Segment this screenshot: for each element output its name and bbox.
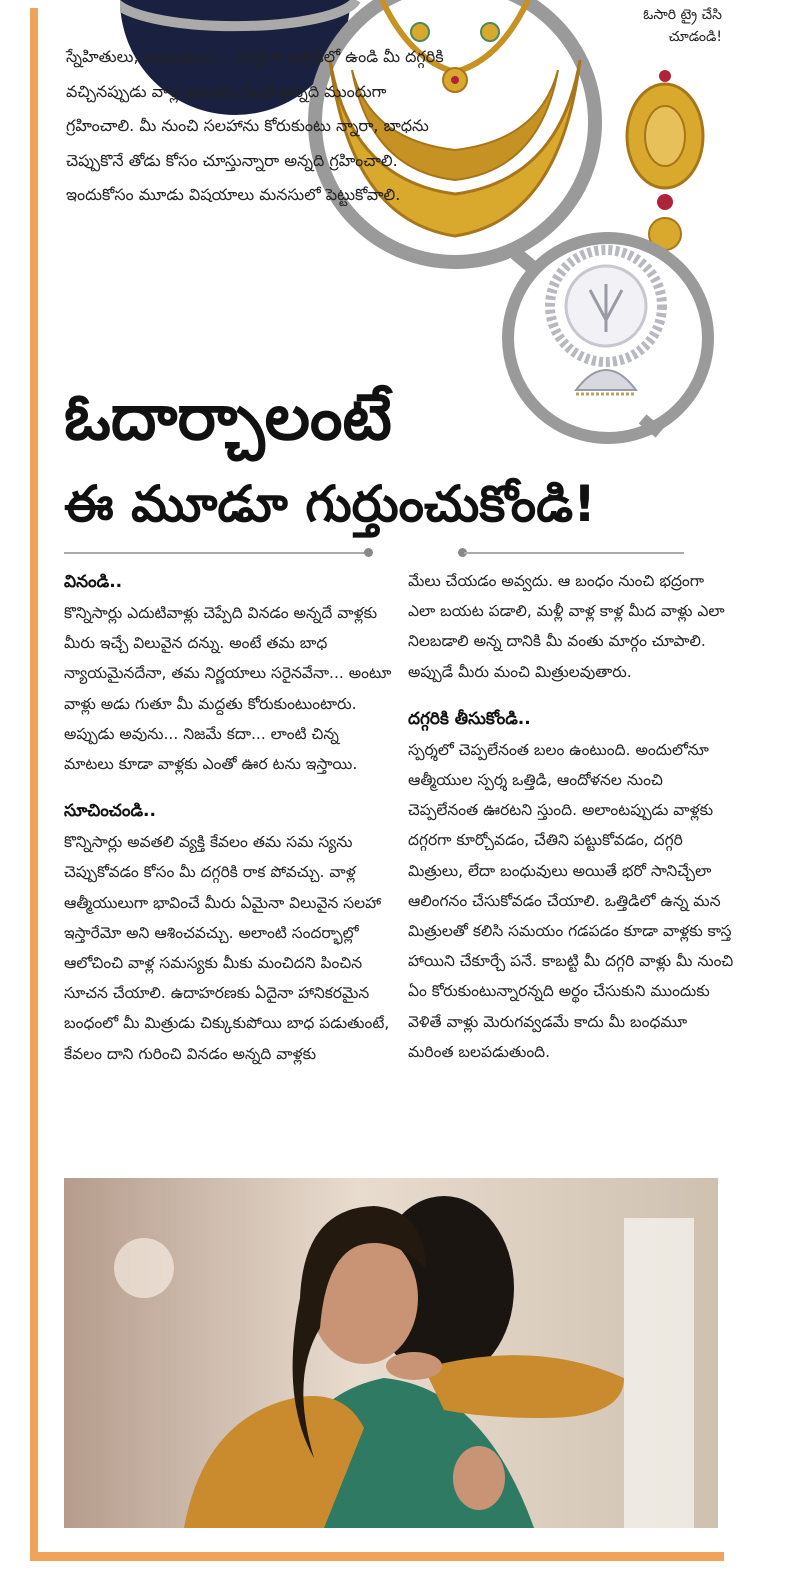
headline xyxy=(64,372,754,544)
column-right xyxy=(408,566,736,1083)
section-body-suggest: కొన్నిసార్లు అవతలి వ్యక్తి కేవలం తమ సమ స్యను చెప్పుకోవడం కోసం మీ దగ్గరికి రాక పోవచ్చు. వాళ్ల ఆత్మీయులుగా భావించే మీరు ఏమైనా విలువైన సలహా ఇస్తారేమో అని ఆశించవచ్చు. అలాంటి సందర్భాల్లో ఆలోచించి వాళ్ల సమస్యకు మీకు మంచిదని పించిన సూచన చేయాలి. ఉదాహరణకు ఏదైనా హానికరమైన బంధంలో మీ మిత్రుడు చిక్కుకుపోయి బాధ పడుతుంటే, కేవలం దాని గురించి వినడం అన్నది వాళ్లకు xyxy=(64,833,390,1063)
hug-photo xyxy=(64,1178,718,1528)
section-body-listen: కొన్నిసార్లు ఎదుటివాళ్లు చెప్పేది వినడం అన్నదే వాళ్లకు మీరు ఇచ్చే విలువైన దన్ను. అంటే తమ బాధ న్యాయమైనదేనా, తమ నిర్ణయాలు సరైనవేనా... అంటూ వాళ్లు అడు గుతూ మీ మద్దతు కోరుకుంటుంటారు. అప్పుడు అవును... నిజమే కదా... లాంటి చిన్న మాటలు కూడా వాళ్లకు ఎంతో ఊర టను ఇస్తాయి. xyxy=(64,604,392,774)
intro-paragraph: స్నేహితులు, బంధువులు... ఎవరైనా ఒత్తిడిలో ఉండి మీ దగ్గరికి వచ్చినప్పుడు వాళ్ల అవసరం ఏంటి అన్నది ముందుగా గ్రహించాలి. మీ నుంచి సలహాను కోరుకుంటు న్నారా, బాధను చెప్పుకొనే తోడు కోసం చూస్తున్నారా అన్నది గ్రహించాలి. ఇందుకోసం మూడు విషయాలు మనసులో పెట్టుకోవాలి. xyxy=(66,47,444,204)
column-left xyxy=(64,566,392,1085)
section-body-embrace: స్పర్శలో చెప్పలేనంత బలం ఉంటుంది. అందులోనూ ఆత్మీయుల స్పర్శ ఒత్తిడి, ఆందోళనల నుంచి చెప్పలేనంత ఊరటని స్తుంది. అలాంటప్పుడు వాళ్లకు దగ్గరగా కూర్చోవడం, చేతిని పట్టుకోవడం, దగ్గరి మిత్రులు, లేదా బంధువులు అయితే భరో సానిచ్చేలా ఆలింగనం చేసుకోవడం చేయాలి. ఒత్తిడిలో ఉన్న మన మిత్రులతో కలిసి సమయం గడపడం కూడా వాళ్లకు కాస్త హాయిని చేకూర్చే పనే. కాబట్టి మీ దగ్గరి వాళ్లు మీ నుంచి ఏం కోరుకుంటున్నారన్నది అర్థం చేసుకుని ముందుకు వెళితే వాళ్లు మెరుగవ్వడమే కాదు మీ బంధమూ మరింత బలపడుతుంది. xyxy=(408,740,734,1061)
headline-line-2: ఈ మూడూ గుర్తుంచుకోండి! xyxy=(64,475,596,533)
corner-note: ఓసారి ట్రై చేసి చూడండి! xyxy=(643,7,722,45)
divider-left-dot xyxy=(364,548,373,557)
headline-line-1: ఓదార్చాలంటే xyxy=(64,381,392,455)
section-title-embrace: దగ్గరికి తీసుకోండి.. xyxy=(408,708,531,729)
section-title-listen: వినండి.. xyxy=(64,572,123,592)
section-title-suggest: సూచించండి.. xyxy=(64,801,156,822)
divider-right xyxy=(464,552,684,554)
accent-border-bottom xyxy=(30,1552,724,1561)
divider-left xyxy=(64,552,366,554)
section-body-suggest-continued: మేలు చేయడం అవ్వదు. ఆ బంధం నుంచి భద్రంగా ఎలా బయట పడాలి, మళ్లీ వాళ్ల కాళ్ల మీద వాళ్లు ఎలా నిలబడాలి అన్న దానికి మీ వంతు మార్గం చూపాలి. అప్పుడే మీరు మంచి మిత్రులవుతారు. xyxy=(408,572,725,681)
accent-border-left xyxy=(30,8,38,1560)
